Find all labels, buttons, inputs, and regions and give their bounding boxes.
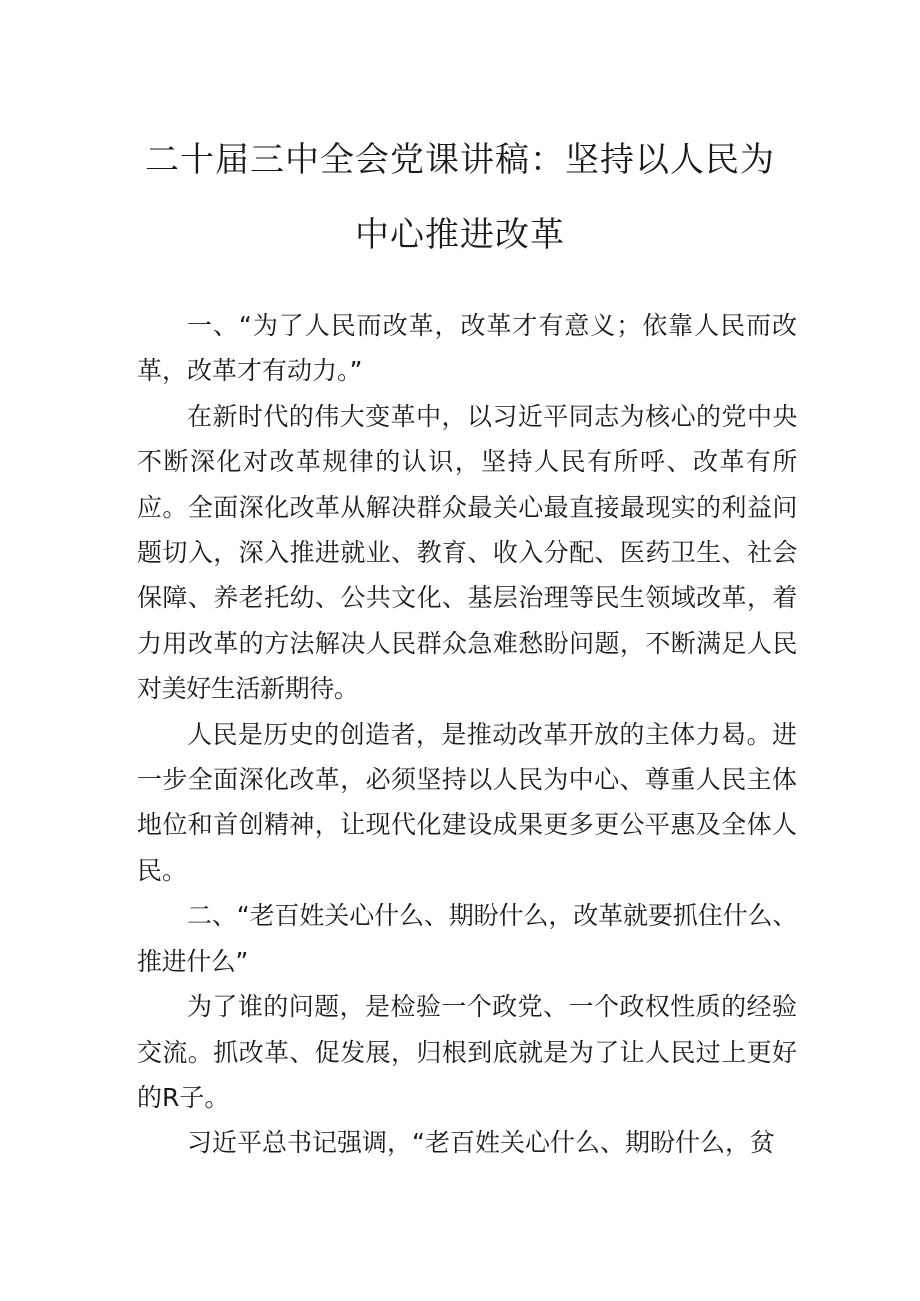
body-paragraph: 在新时代的伟大变革中，以习近平同志为核心的党中央不断深化对改革规律的认识，坚持人民有所呼、改革有所应。全面深化改革从解决群众最关心最直接最现实的利益问题切入，深入推进就业、教育、收入分配、医药卫生、社会保障、养老托幼、公共文化、基层治理等民生领域改革，着力用改革的方法解决人民群众急难愁盼问题，不断满足人民对美好生活新期待。	[137, 401, 797, 704]
section-heading-1: 一、“为了人民而改革，改革才有意义；依靠人民而改革，改革才有动力。”	[137, 311, 797, 386]
body-paragraph: 习近平总书记强调，“老百姓关心什么、期盼什么，贫	[187, 1128, 775, 1158]
section-heading-2: 二、“老百姓关心什么、期盼什么，改革就要抓住什么、推进什么”	[137, 901, 797, 976]
document-body	[137, 303, 797, 1166]
document-title-line-2: 中心推进改革	[355, 215, 565, 255]
body-paragraph: 为了谁的问题，是检验一个政党、一个政权性质的经验交流。抓改革、促发展，归根到底就是为了让人民过上更好的R子。	[137, 992, 797, 1112]
body-paragraph: 人民是历史的创造者，是推动改革开放的主体力曷。进一步全面深化改革，必须坚持以人民为中心、尊重人民主体地位和首创精神，让现代化建设成果更多更公平惠及全体人民。	[137, 719, 797, 885]
document-title-line-1: 二十届三中全会党课讲稿：坚持以人民为	[145, 140, 775, 180]
